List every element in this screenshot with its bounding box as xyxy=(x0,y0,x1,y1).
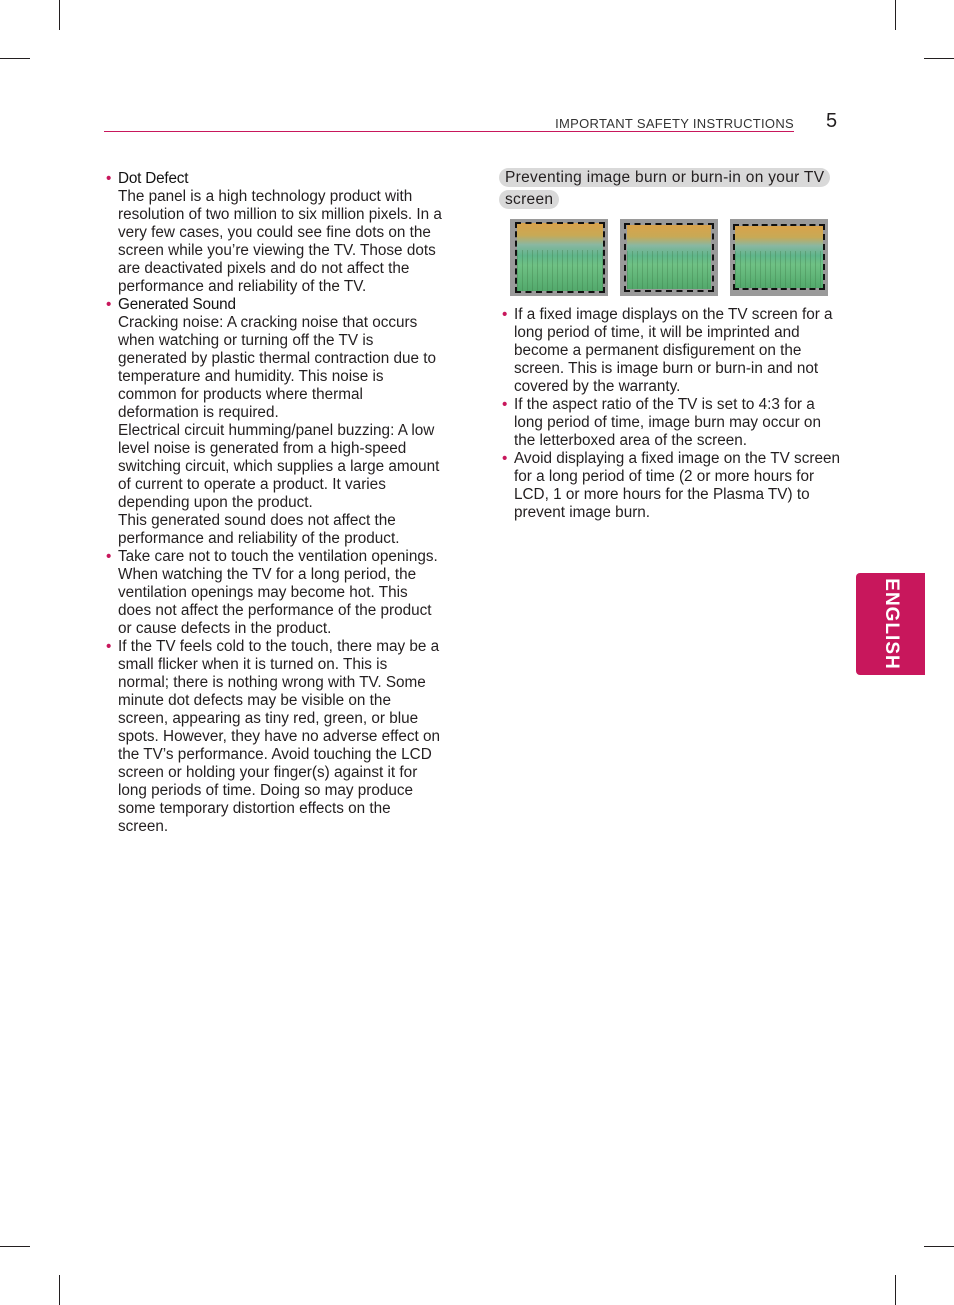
list-item xyxy=(502,306,842,396)
item-paragraph: Electrical circuit humming/panel buzzing: A low level noise is generated from a high-speed switching circuit, which supplies a large amount of current to operate a product. It varies depending upon the product. xyxy=(118,422,440,511)
burn-frame xyxy=(624,223,714,292)
header-rule xyxy=(104,131,794,132)
bullet: • xyxy=(502,396,508,413)
item-heading: Dot Defect xyxy=(118,170,189,187)
crop-mark xyxy=(924,1246,954,1247)
left-column xyxy=(106,170,442,836)
section-heading-text: Preventing image burn or burn-in on your TV screen xyxy=(499,168,830,209)
list-item xyxy=(106,170,442,296)
bullet: • xyxy=(106,548,112,565)
burn-frame xyxy=(733,224,825,290)
bullet: • xyxy=(106,638,112,655)
item-paragraph: If the aspect ratio of the TV is set to 4:3 for a long period of time, image burn may occur on the letterboxed area of the screen. xyxy=(514,396,821,449)
item-paragraph: If a fixed image displays on the TV screen for a long period of time, it will be imprinted and become a permanent disfigurement on the screen. This is image burn or burn-in and not covered by the warranty. xyxy=(514,306,833,395)
item-paragraph: Take care not to touch the ventilation openings. When watching the TV for a long period, the ventilation openings may become hot. This does not affect the performance of the product or cause defects in the product. xyxy=(118,548,438,637)
bullet: • xyxy=(106,296,112,313)
bullet: • xyxy=(502,450,508,467)
bullet: • xyxy=(106,170,112,187)
list-item xyxy=(106,296,442,548)
burn-frame xyxy=(515,222,605,293)
language-tab xyxy=(856,573,925,675)
item-heading: Generated Sound xyxy=(118,296,236,313)
crop-mark xyxy=(895,1275,896,1305)
tv-image-thumbnail xyxy=(510,219,608,296)
list-item xyxy=(106,638,442,836)
item-paragraph: Avoid displaying a fixed image on the TV screen for a long period of time (2 or more hours for LCD, 1 or more hours for the Plasma TV) to prevent image burn. xyxy=(514,450,840,521)
crop-mark xyxy=(895,0,896,30)
bullet: • xyxy=(502,306,508,323)
crop-mark xyxy=(0,58,30,59)
crop-mark xyxy=(924,58,954,59)
crop-mark xyxy=(0,1246,30,1247)
list-item xyxy=(502,450,842,522)
crop-mark xyxy=(59,0,60,30)
language-tab-label: ENGLISH xyxy=(880,578,902,670)
burn-in-illustrations xyxy=(510,219,830,296)
item-paragraph: If the TV feels cold to the touch, there may be a small flicker when it is turned on. This is normal; there is nothing wrong with TV. Some minute dot defects may be visible on the screen, appearing as tiny red, green, or blue spots. However, they have no adverse effect on the TV’s performance. Avoid touching the LCD screen or holding your finger(s) against it for long periods of time. Doing so may produce some temporary distortion effects on the screen. xyxy=(118,638,440,835)
right-column xyxy=(502,306,842,522)
list-item xyxy=(106,548,442,638)
item-paragraph: The panel is a high technology product with resolution of two million to six million pixels. In a very few cases, you could see fine dots on the screen while you’re viewing the TV. Those dots are deactivated pixels and do not affect the performance and reliability of the TV. xyxy=(118,188,442,295)
running-header: IMPORTANT SAFETY INSTRUCTIONS xyxy=(555,116,794,131)
tv-image-thumbnail xyxy=(620,219,718,296)
crop-mark xyxy=(59,1275,60,1305)
item-paragraph: This generated sound does not affect the performance and reliability of the product. xyxy=(118,512,400,547)
section-heading xyxy=(499,167,849,211)
page-number: 5 xyxy=(826,110,838,132)
list-item xyxy=(502,396,842,450)
tv-image-thumbnail xyxy=(730,219,828,296)
item-paragraph: Cracking noise: A cracking noise that occurs when watching or turning off the TV is generated by plastic thermal contraction due to temperature and humidity. This noise is common for products where thermal deformation is required. xyxy=(118,314,437,421)
